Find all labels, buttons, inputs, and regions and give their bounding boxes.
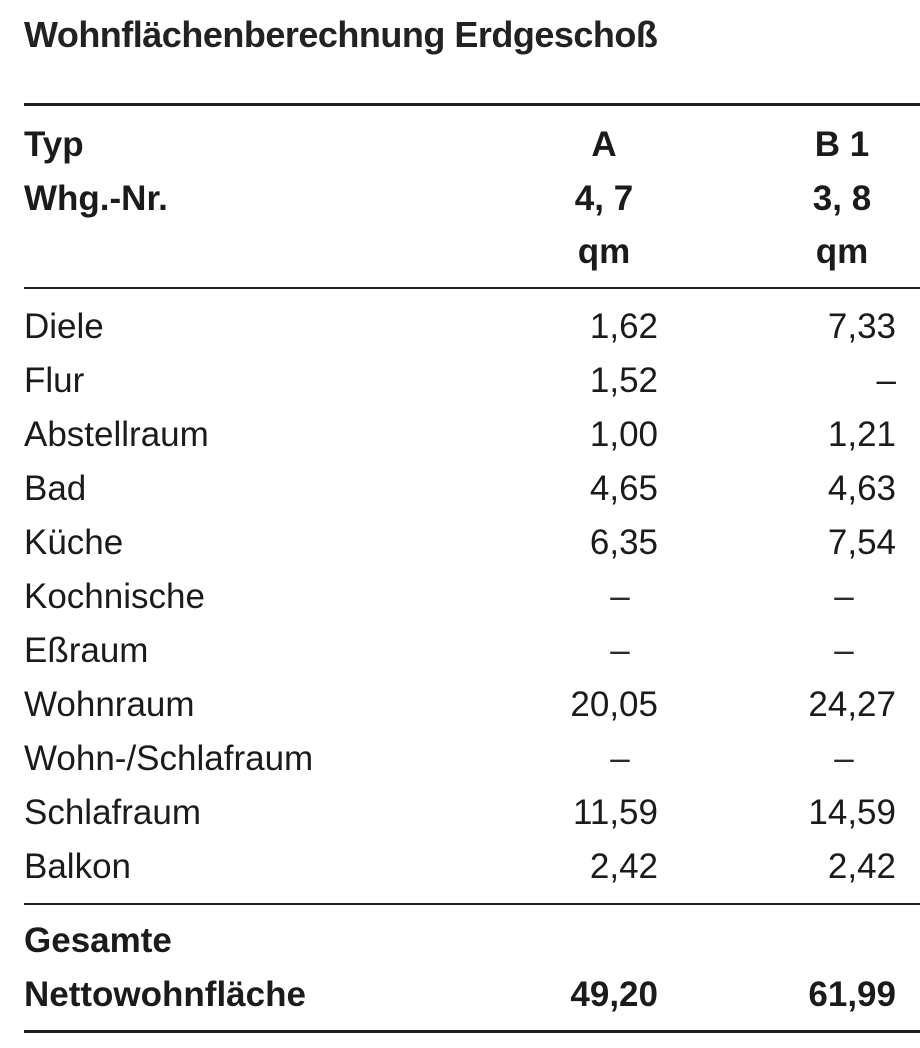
row-label: Diele — [24, 307, 104, 346]
table-row — [0, 840, 920, 894]
total-row-line1 — [0, 914, 920, 968]
row-label: Küche — [24, 523, 124, 562]
total-rule — [24, 903, 920, 905]
total-value-a: 49,20 — [570, 975, 658, 1014]
header-row-whg — [0, 172, 920, 226]
row-value-b: 2,42 — [827, 847, 896, 886]
table-row — [0, 678, 920, 732]
row-label: Schlafraum — [24, 793, 202, 832]
row-value-b: – — [834, 631, 854, 670]
row-value-b: 7,33 — [827, 307, 896, 346]
typ-b: B 1 — [814, 125, 870, 164]
row-value-a: – — [610, 631, 630, 670]
typ-label: Typ — [24, 125, 84, 164]
bottom-rule — [24, 1030, 920, 1033]
typ-a: A — [591, 125, 617, 164]
row-value-a: 1,52 — [589, 361, 658, 400]
row-value-a: – — [610, 739, 630, 778]
header-row-unit — [0, 225, 920, 279]
row-value-a: 1,62 — [589, 307, 658, 346]
row-value-a: 6,35 — [589, 523, 658, 562]
table-row — [0, 570, 920, 624]
total-row-line2 — [0, 968, 920, 1022]
row-value-b: 14,59 — [808, 793, 896, 832]
row-value-a: 11,59 — [573, 793, 658, 832]
unit-b: qm — [815, 232, 869, 271]
row-label: Wohn-/Schlafraum — [24, 739, 314, 778]
top-rule — [24, 103, 920, 106]
row-value-a: 2,42 — [589, 847, 658, 886]
row-value-b: – — [834, 577, 854, 616]
table-row — [0, 354, 920, 408]
table-row — [0, 462, 920, 516]
unit-a: qm — [577, 232, 631, 271]
table-row — [0, 732, 920, 786]
total-value-b: 61,99 — [808, 975, 896, 1014]
page-title: Wohnflächenberechnung Erdgeschoß — [24, 14, 658, 55]
total-label-line2: Nettowohnfläche — [24, 975, 306, 1014]
total-label-line1: Gesamte — [24, 921, 172, 960]
row-value-b: 24,27 — [808, 685, 896, 724]
row-label: Eßraum — [24, 631, 149, 670]
whg-a: 4, 7 — [574, 179, 634, 218]
row-label: Wohnraum — [24, 685, 195, 724]
row-value-b: 7,54 — [827, 523, 896, 562]
row-label: Balkon — [24, 847, 132, 886]
table-row — [0, 408, 920, 462]
table-row — [0, 300, 920, 354]
row-value-a: 4,65 — [589, 469, 658, 508]
row-label: Flur — [24, 361, 85, 400]
row-value-b: 4,63 — [827, 469, 896, 508]
whg-b: 3, 8 — [812, 179, 872, 218]
header-row-typ — [0, 118, 920, 172]
row-value-b: – — [834, 739, 854, 778]
row-label: Abstellraum — [24, 415, 209, 454]
row-label: Bad — [24, 469, 87, 508]
row-value-a: – — [610, 577, 630, 616]
row-value-b: – — [876, 361, 896, 400]
table-row — [0, 786, 920, 840]
header-rule — [24, 287, 920, 289]
row-label: Kochnische — [24, 577, 205, 616]
whg-label: Whg.-Nr. — [24, 179, 168, 218]
row-value-b: 1,21 — [827, 415, 896, 454]
row-value-a: 1,00 — [589, 415, 658, 454]
table-row — [0, 516, 920, 570]
row-value-a: 20,05 — [570, 685, 658, 724]
table-row — [0, 624, 920, 678]
